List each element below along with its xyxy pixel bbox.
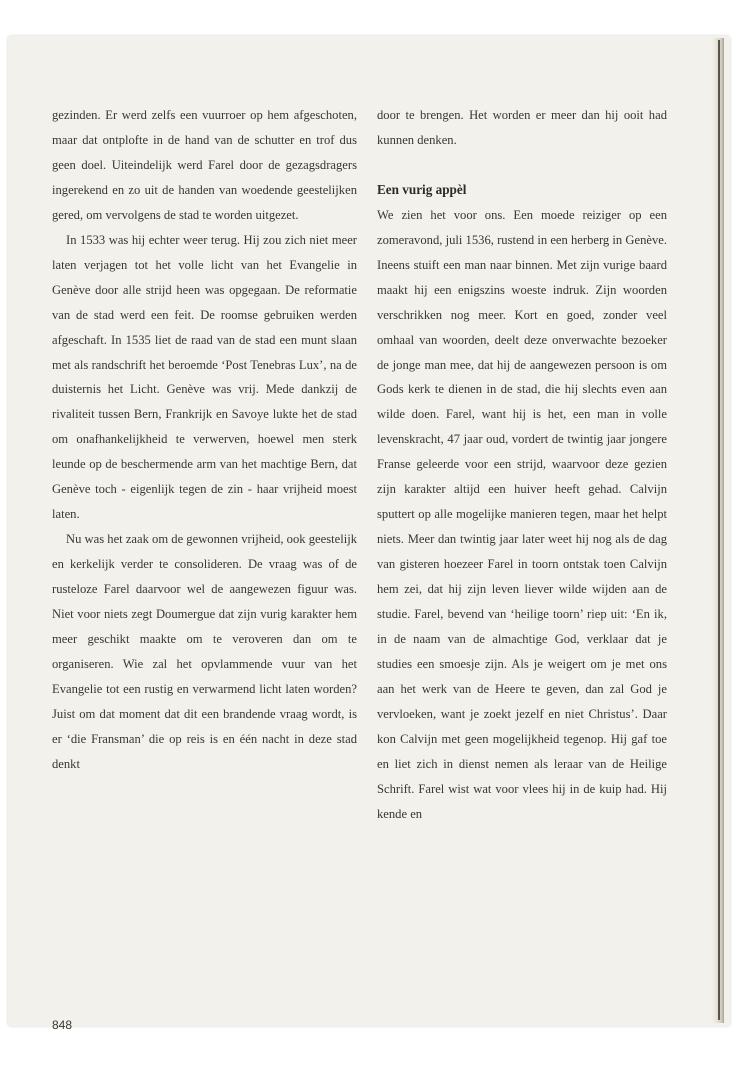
section-heading: Een vurig appèl (377, 181, 467, 197)
page-number: 848 (52, 1018, 73, 1032)
book-spine-edge (718, 40, 720, 1020)
right-text-column (377, 103, 667, 827)
left-paragraph-3: Nu was het zaak om de gewonnen vrijheid, ook geestelijk en kerkelijk verder te consolideren. De vraag was of de rusteloze Farel daarvoor wel de aangewezen figuur was. Niet voor niets zegt Doumergue dat zijn vurig karakter hem meer geschikt maakte om te veroveren dan om te organiseren. Wie zal het opvlammende vuur van het Evangelie tot een rustig en verwarmend licht laten worden? Juist om dat moment dat dit een brandende vraag wordt, is er ‘die Fransman’ die op reis is en één nacht in deze stad denkt (52, 532, 357, 771)
right-paragraph-1: door te brengen. Het worden er meer dan hij ooit had kunnen denken. (377, 108, 667, 147)
left-paragraph-2: In 1533 was hij echter weer terug. Hij zou zich niet meer laten verjagen tot het volle licht van het Evangelie in Genève door alle strijd heen was opgegaan. De reformatie van de stad werd een feit. De roomse gebruiken werden afgeschaft. In 1535 liet de raad van de stad een munt slaan met als randschrift het beroemde ‘Post Tenebras Lux’, na de duisternis het Licht. Genève was vrij. Mede dankzij de rivaliteit tussen Bern, Frankrijk en Savoye lukte het de stad om onafhankelijkheid te verwerven, hoewel men sterk leunde op de beschermende arm van het machtige Bern, dat Genève toch - eigenlijk tegen de zin - haar vrijheid moest laten. (52, 232, 357, 522)
left-text-column (52, 103, 357, 777)
left-paragraph-1: gezinden. Er werd zelfs een vuurroer op hem afgeschoten, maar dat ontplofte in de hand van de schutter en trof dus geen doel. Uiteindelijk werd Farel door de gezagsdragers ingerekend en zo uit de handen van woedende geestelijken gered, om vervolgens de stad te worden uitgezet. (52, 108, 357, 222)
right-paragraph-2: We zien het voor ons. Een moede reiziger op een zomeravond, juli 1536, rustend in een herberg in Genève. Ineens stuift een man naar binnen. Met zijn vurige baard maakt hij een enigszins woeste indruk. Zijn woorden verschrikken nog meer. Kort en goed, zonder veel omhaal van woorden, deelt deze onverwachte bezoeker de jonge man mee, dat hij de aangewezen persoon is om Gods kerk te dienen in de stad, die hij slechts even aan wilde doen. Farel, want hij is het, een man in volle levenskracht, 47 jaar oud, vordert de twintig jaar jongere Franse geleerde voor een strijd, waarvoor deze gezien zijn karakter altijd een huiver heeft gehad. Calvijn sputtert op alle mogelijke manieren tegen, maar het helpt niets. Meer dan twintig jaar later weet hij nog als de dag van gisteren hoezeer Farel in toorn ontstak toen Calvijn hem zei, dat hij zijn leven liever wilde wijden aan de studie. Farel, bevend van ‘heilige toorn’ riep uit: ‘En ik, in de naam van de almachtige God, verklaar dat je studies een smoesje zijn. Als je weigert om je met ons aan het werk van de Heere te geven, dan zal God je vervloeken, want je zoekt jezelf en niet Christus’. Daar kon Calvijn met geen mogelijkheid tegenop. Hij gaf toe en liet zich in dienst nemen als leraar van de Heilige Schrift. Farel wist wat voor vlees hij in de kuip had. Hij kende en (377, 207, 667, 821)
